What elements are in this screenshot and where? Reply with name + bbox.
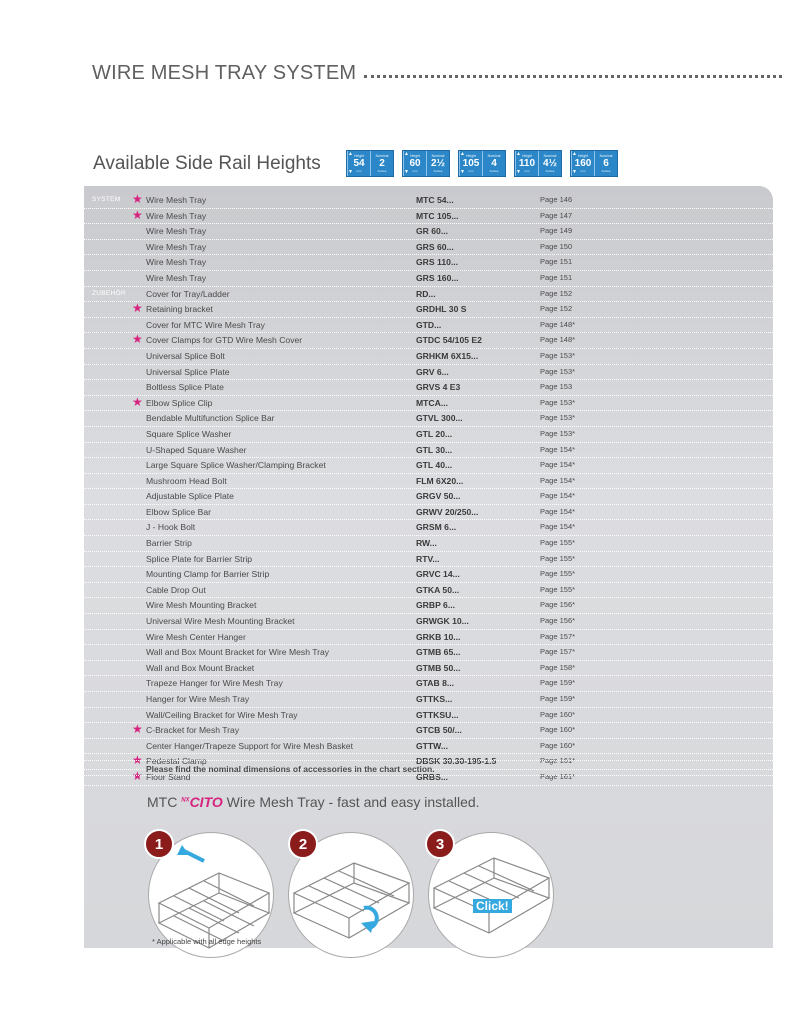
product-name: Barrier Strip: [146, 538, 192, 549]
product-name: Universal Splice Bolt: [146, 350, 225, 361]
page-reference: Page 157*: [540, 631, 576, 641]
product-code: GRBS...: [416, 771, 448, 782]
page-reference: Page 151: [540, 257, 573, 267]
product-code: GTTKS...: [416, 694, 453, 704]
page-reference: Page 153*: [540, 366, 576, 376]
badge-inches-unit: Inches: [601, 169, 611, 173]
product-code: GR 60...: [416, 226, 448, 237]
table-row: [84, 333, 773, 349]
arrow-up-icon: ▲: [404, 151, 409, 157]
product-code: GRVC 14...: [416, 569, 460, 580]
badge-nominal-value: 6: [603, 158, 609, 169]
divider: [84, 760, 773, 761]
page-title: [92, 62, 782, 85]
product-name: Wire Mesh Center Hanger: [146, 631, 246, 642]
product-name: Elbow Splice Bar: [146, 506, 211, 517]
promo-prefix: MTC: [147, 794, 182, 810]
badge-inches-unit: Inches: [377, 169, 387, 173]
product-code: GRS 60...: [416, 241, 454, 252]
page-reference: Page 153: [540, 382, 573, 392]
product-name: Wire Mesh Tray: [146, 272, 207, 283]
product-code: GTD...: [416, 319, 442, 330]
badge-mm-unit: mm: [580, 169, 586, 173]
table-row: [84, 302, 773, 318]
product-name: Elbow Splice Clip: [146, 397, 213, 408]
table-row: [84, 567, 773, 583]
page-reference: Page 154*: [540, 522, 576, 532]
promo-cito: CITO: [189, 794, 223, 810]
rail-height-badge: [458, 150, 506, 177]
product-code: GTMB 50...: [416, 662, 461, 673]
table-row: [84, 598, 773, 614]
page-reference: Page 153*: [540, 428, 576, 438]
arrow-down-icon: ▼: [572, 169, 577, 175]
promo-suffix: Wire Mesh Tray - fast and easy installed.: [222, 794, 480, 810]
page-reference: Page 149: [540, 226, 573, 236]
product-code: GTCB 50/...: [416, 725, 462, 736]
table-row: [84, 443, 773, 459]
badge-nominal-caption: Nominal: [543, 154, 557, 158]
product-code: GTL 20...: [416, 428, 453, 439]
product-name: Wire Mesh Tray: [146, 226, 207, 237]
page-reference: Page 150: [540, 241, 573, 251]
product-name: Wire Mesh Mounting Bracket: [146, 600, 257, 611]
table-row: [84, 645, 773, 661]
badge-mm-unit: mm: [524, 169, 530, 173]
product-code: DBSK 30.30-195-1.5: [416, 756, 497, 767]
promo-headline: [147, 794, 480, 810]
page-reference: Page 155*: [540, 538, 576, 548]
page-reference: Page 153*: [540, 350, 576, 360]
page-reference: Page 157*: [540, 647, 576, 657]
divider: [84, 775, 773, 776]
product-table: [84, 193, 773, 786]
product-code: GRKB 10...: [416, 631, 461, 642]
badge-mm-unit: mm: [356, 169, 362, 173]
product-name: U-Shaped Square Washer: [146, 444, 247, 455]
table-row: [84, 209, 773, 225]
section-label: SYSTEM: [92, 196, 121, 203]
badge-mm-unit: mm: [412, 169, 418, 173]
page-reference: Page 146: [540, 195, 573, 204]
product-name: Wire Mesh Tray: [146, 210, 207, 221]
page-reference: Page 154*: [540, 491, 576, 501]
table-row: [84, 458, 773, 474]
footnote: * Applicable with all edge heights: [152, 937, 262, 946]
badge-nominal-value: 4½: [543, 158, 557, 169]
table-row: [84, 255, 773, 271]
product-code: GRDHL 30 S: [416, 304, 467, 315]
table-row: [84, 552, 773, 568]
product-name: Wall and Box Mount Bracket for Wire Mesh Tray: [146, 647, 330, 658]
product-name: Wire Mesh Tray: [146, 241, 207, 252]
star-icon: ★: [132, 394, 143, 409]
promo-nx: NX: [181, 797, 190, 804]
product-name: Floor Stand: [146, 771, 191, 782]
product-name: Wire Mesh Tray: [146, 257, 207, 268]
badge-height-value: 110: [518, 158, 536, 169]
product-code: GTTW...: [416, 740, 448, 751]
page-reference: Page 148*: [540, 319, 576, 329]
page-reference: Page 160*: [540, 740, 576, 750]
table-row: [84, 614, 773, 630]
badge-nominal-value: 2: [379, 158, 385, 169]
table-row: [84, 661, 773, 677]
badge-height-value: 54: [353, 158, 365, 169]
step-3-badge: 3: [425, 829, 455, 859]
page-reference: Page 159*: [540, 678, 576, 688]
product-name: Universal Wire Mesh Mounting Bracket: [146, 616, 295, 627]
page-reference: Page 159*: [540, 694, 576, 703]
badge-inches-unit: Inches: [489, 169, 499, 173]
table-row: [84, 380, 773, 396]
product-name: Square Splice Washer: [146, 428, 232, 439]
product-code: GTMB 65...: [416, 647, 461, 658]
rail-height-badges: [346, 150, 618, 177]
product-code: GRSM 6...: [416, 522, 457, 533]
page-reference: Page 152: [540, 304, 573, 314]
badge-nominal-caption: Nominal: [375, 154, 389, 158]
badge-height-value: 60: [409, 158, 421, 169]
badge-height-value: 160: [574, 158, 592, 169]
table-row: [84, 505, 773, 521]
page-reference: Page 154*: [540, 444, 576, 454]
product-name: Large Square Splice Washer/Clamping Bracket: [146, 460, 326, 471]
badge-nominal-value: 2½: [431, 158, 445, 169]
badge-height-value: 105: [462, 158, 480, 169]
product-code: GTDC 54/105 E2: [416, 335, 482, 346]
product-code: MTCA...: [416, 397, 448, 408]
product-name: J - Hook Bolt: [146, 522, 196, 533]
product-code: FLM 6X20...: [416, 475, 464, 486]
product-name: Trapeze Hanger for Wire Mesh Tray: [146, 678, 283, 689]
product-code: GRGV 50...: [416, 491, 461, 502]
product-code: GRV 6...: [416, 366, 449, 377]
badge-height-caption: Height: [465, 154, 477, 158]
product-name: Center Hanger/Trapeze Support for Wire Mesh Basket: [146, 740, 353, 751]
section-label: ZUBEHÖR: [92, 289, 126, 297]
page-reference: Page 152: [540, 288, 573, 298]
table-row: [84, 489, 773, 505]
page-reference: Page 161*: [540, 771, 576, 781]
table-row: [84, 583, 773, 599]
table-row: [84, 318, 773, 334]
section-subtitle: Available Side Rail Heights: [93, 153, 321, 174]
table-row: [84, 287, 773, 303]
badge-nominal-caption: Nominal: [599, 154, 613, 158]
badge-height-caption: Height: [353, 154, 365, 158]
arrow-up-icon: ▲: [348, 151, 353, 157]
product-code: RW...: [416, 538, 437, 549]
product-code: GTAB 8...: [416, 678, 455, 689]
badge-height-caption: Height: [409, 154, 421, 158]
product-code: GRVS 4 E3: [416, 382, 461, 393]
page-reference: Page 155*: [540, 553, 576, 563]
page-reference: Page 148*: [540, 335, 576, 345]
table-row: [84, 427, 773, 443]
product-code: GTL 40...: [416, 460, 453, 471]
table-row: [84, 630, 773, 646]
arrow-down-icon: ▼: [460, 169, 465, 175]
table-row: [84, 193, 773, 209]
table-row: [84, 474, 773, 490]
page-reference: Page 155*: [540, 569, 576, 579]
product-name: Universal Splice Plate: [146, 366, 230, 377]
page-reference: Page 160*: [540, 725, 576, 735]
step-2-badge: 2: [288, 829, 318, 859]
arrow-up-icon: ▲: [460, 151, 465, 157]
product-code: MTC 105...: [416, 210, 459, 221]
click-label: Click!: [473, 899, 512, 913]
table-row: [84, 396, 773, 412]
step-1-badge: 1: [144, 829, 174, 859]
badge-height-caption: Height: [577, 154, 589, 158]
table-row: [84, 739, 773, 755]
table-row: [84, 723, 773, 739]
product-name: Pedestal Clamp: [146, 756, 207, 767]
product-name: Mushroom Head Bolt: [146, 475, 227, 486]
page-reference: Page 155*: [540, 584, 576, 594]
table-row: [84, 692, 773, 708]
product-code: GRWV 20/250...: [416, 506, 479, 517]
rail-height-badge: [346, 150, 394, 177]
rail-height-badge: [514, 150, 562, 177]
product-name: Mounting Clamp for Barrier Strip: [146, 569, 270, 580]
badge-height-caption: Height: [521, 154, 533, 158]
page-reference: Page 153*: [540, 397, 576, 407]
page-reference: Page 153*: [540, 413, 576, 423]
product-code: GRWGK 10...: [416, 616, 469, 627]
product-name: Cover for Tray/Ladder: [146, 288, 230, 299]
arrow-up-icon: ▲: [572, 151, 577, 157]
product-name: C-Bracket for Mesh Tray: [146, 725, 240, 736]
badge-nominal-caption: Nominal: [431, 154, 445, 158]
table-row: [84, 349, 773, 365]
page-reference: Page 154*: [540, 506, 576, 516]
product-name: Cable Drop Out: [146, 584, 206, 595]
product-name: Hanger for Wire Mesh Tray: [146, 694, 250, 704]
table-row: [84, 240, 773, 256]
product-name: Cover for MTC Wire Mesh Tray: [146, 319, 265, 330]
star-icon: ★: [132, 753, 143, 768]
rail-height-badge: [402, 150, 450, 177]
star-icon: ★: [132, 192, 143, 206]
product-code: RTV...: [416, 553, 440, 564]
product-code: GTTKSU...: [416, 709, 459, 720]
product-name: Boltless Splice Plate: [146, 382, 224, 393]
page-reference: Page 154*: [540, 460, 576, 470]
badge-inches-unit: Inches: [433, 169, 443, 173]
badge-nominal-caption: Nominal: [487, 154, 501, 158]
badge-inches-unit: Inches: [545, 169, 555, 173]
product-code: GTL 30...: [416, 444, 453, 455]
product-name: Wall/Ceiling Bracket for Wire Mesh Tray: [146, 709, 298, 720]
product-name: Splice Plate for Barrier Strip: [146, 553, 253, 564]
page-reference: Page 154*: [540, 475, 576, 485]
title-leader-dots: [364, 74, 782, 78]
table-row: [84, 708, 773, 724]
star-icon: ★: [132, 332, 143, 347]
product-code: GTKA 50...: [416, 584, 460, 595]
page-reference: Page 147: [540, 210, 573, 220]
star-icon: ★: [132, 722, 143, 737]
product-code: GTVL 300...: [416, 413, 463, 424]
star-icon: ★: [132, 207, 143, 222]
arrow-down-icon: ▼: [404, 169, 409, 175]
product-code: GRHKM 6X15...: [416, 350, 479, 361]
table-row: [84, 536, 773, 552]
product-name: Adjustable Splice Plate: [146, 491, 234, 502]
arrow-up-icon: ▲: [516, 151, 521, 157]
product-name: Wall and Box Mount Bracket: [146, 662, 255, 673]
nominal-dimensions-note: Please find the nominal dimensions of accessories in the chart section.: [146, 764, 435, 774]
badge-mm-unit: mm: [468, 169, 474, 173]
product-code: GRS 110...: [416, 257, 459, 268]
table-row: [84, 520, 773, 536]
rail-height-badge: [570, 150, 618, 177]
star-icon: ★: [132, 768, 143, 783]
table-row: [84, 271, 773, 287]
star-icon: ★: [132, 301, 143, 316]
page-reference: Page 156*: [540, 616, 576, 626]
product-code: GRBP 6...: [416, 600, 456, 611]
table-row: [84, 224, 773, 240]
badge-nominal-value: 4: [491, 158, 497, 169]
page-reference: Page 151: [540, 272, 573, 282]
product-code: RD...: [416, 288, 436, 299]
page-title-text: WIRE MESH TRAY SYSTEM: [92, 62, 357, 84]
product-code: GRS 160...: [416, 272, 459, 283]
page-reference: Page 158*: [540, 662, 576, 672]
arrow-down-icon: ▼: [348, 169, 353, 175]
product-code: MTC 54...: [416, 195, 454, 205]
product-name: Bendable Multifunction Splice Bar: [146, 413, 275, 424]
page-reference: Page 160*: [540, 709, 576, 719]
arrow-down-icon: ▼: [516, 169, 521, 175]
page-reference: Page 156*: [540, 600, 576, 610]
table-row: [84, 411, 773, 427]
product-name: Retaining bracket: [146, 304, 213, 315]
table-row: [84, 365, 773, 381]
product-name: Cover Clamps for GTD Wire Mesh Cover: [146, 335, 303, 346]
product-name: Wire Mesh Tray: [146, 195, 207, 205]
page-reference: Page 161*: [540, 756, 576, 766]
table-row: [84, 676, 773, 692]
